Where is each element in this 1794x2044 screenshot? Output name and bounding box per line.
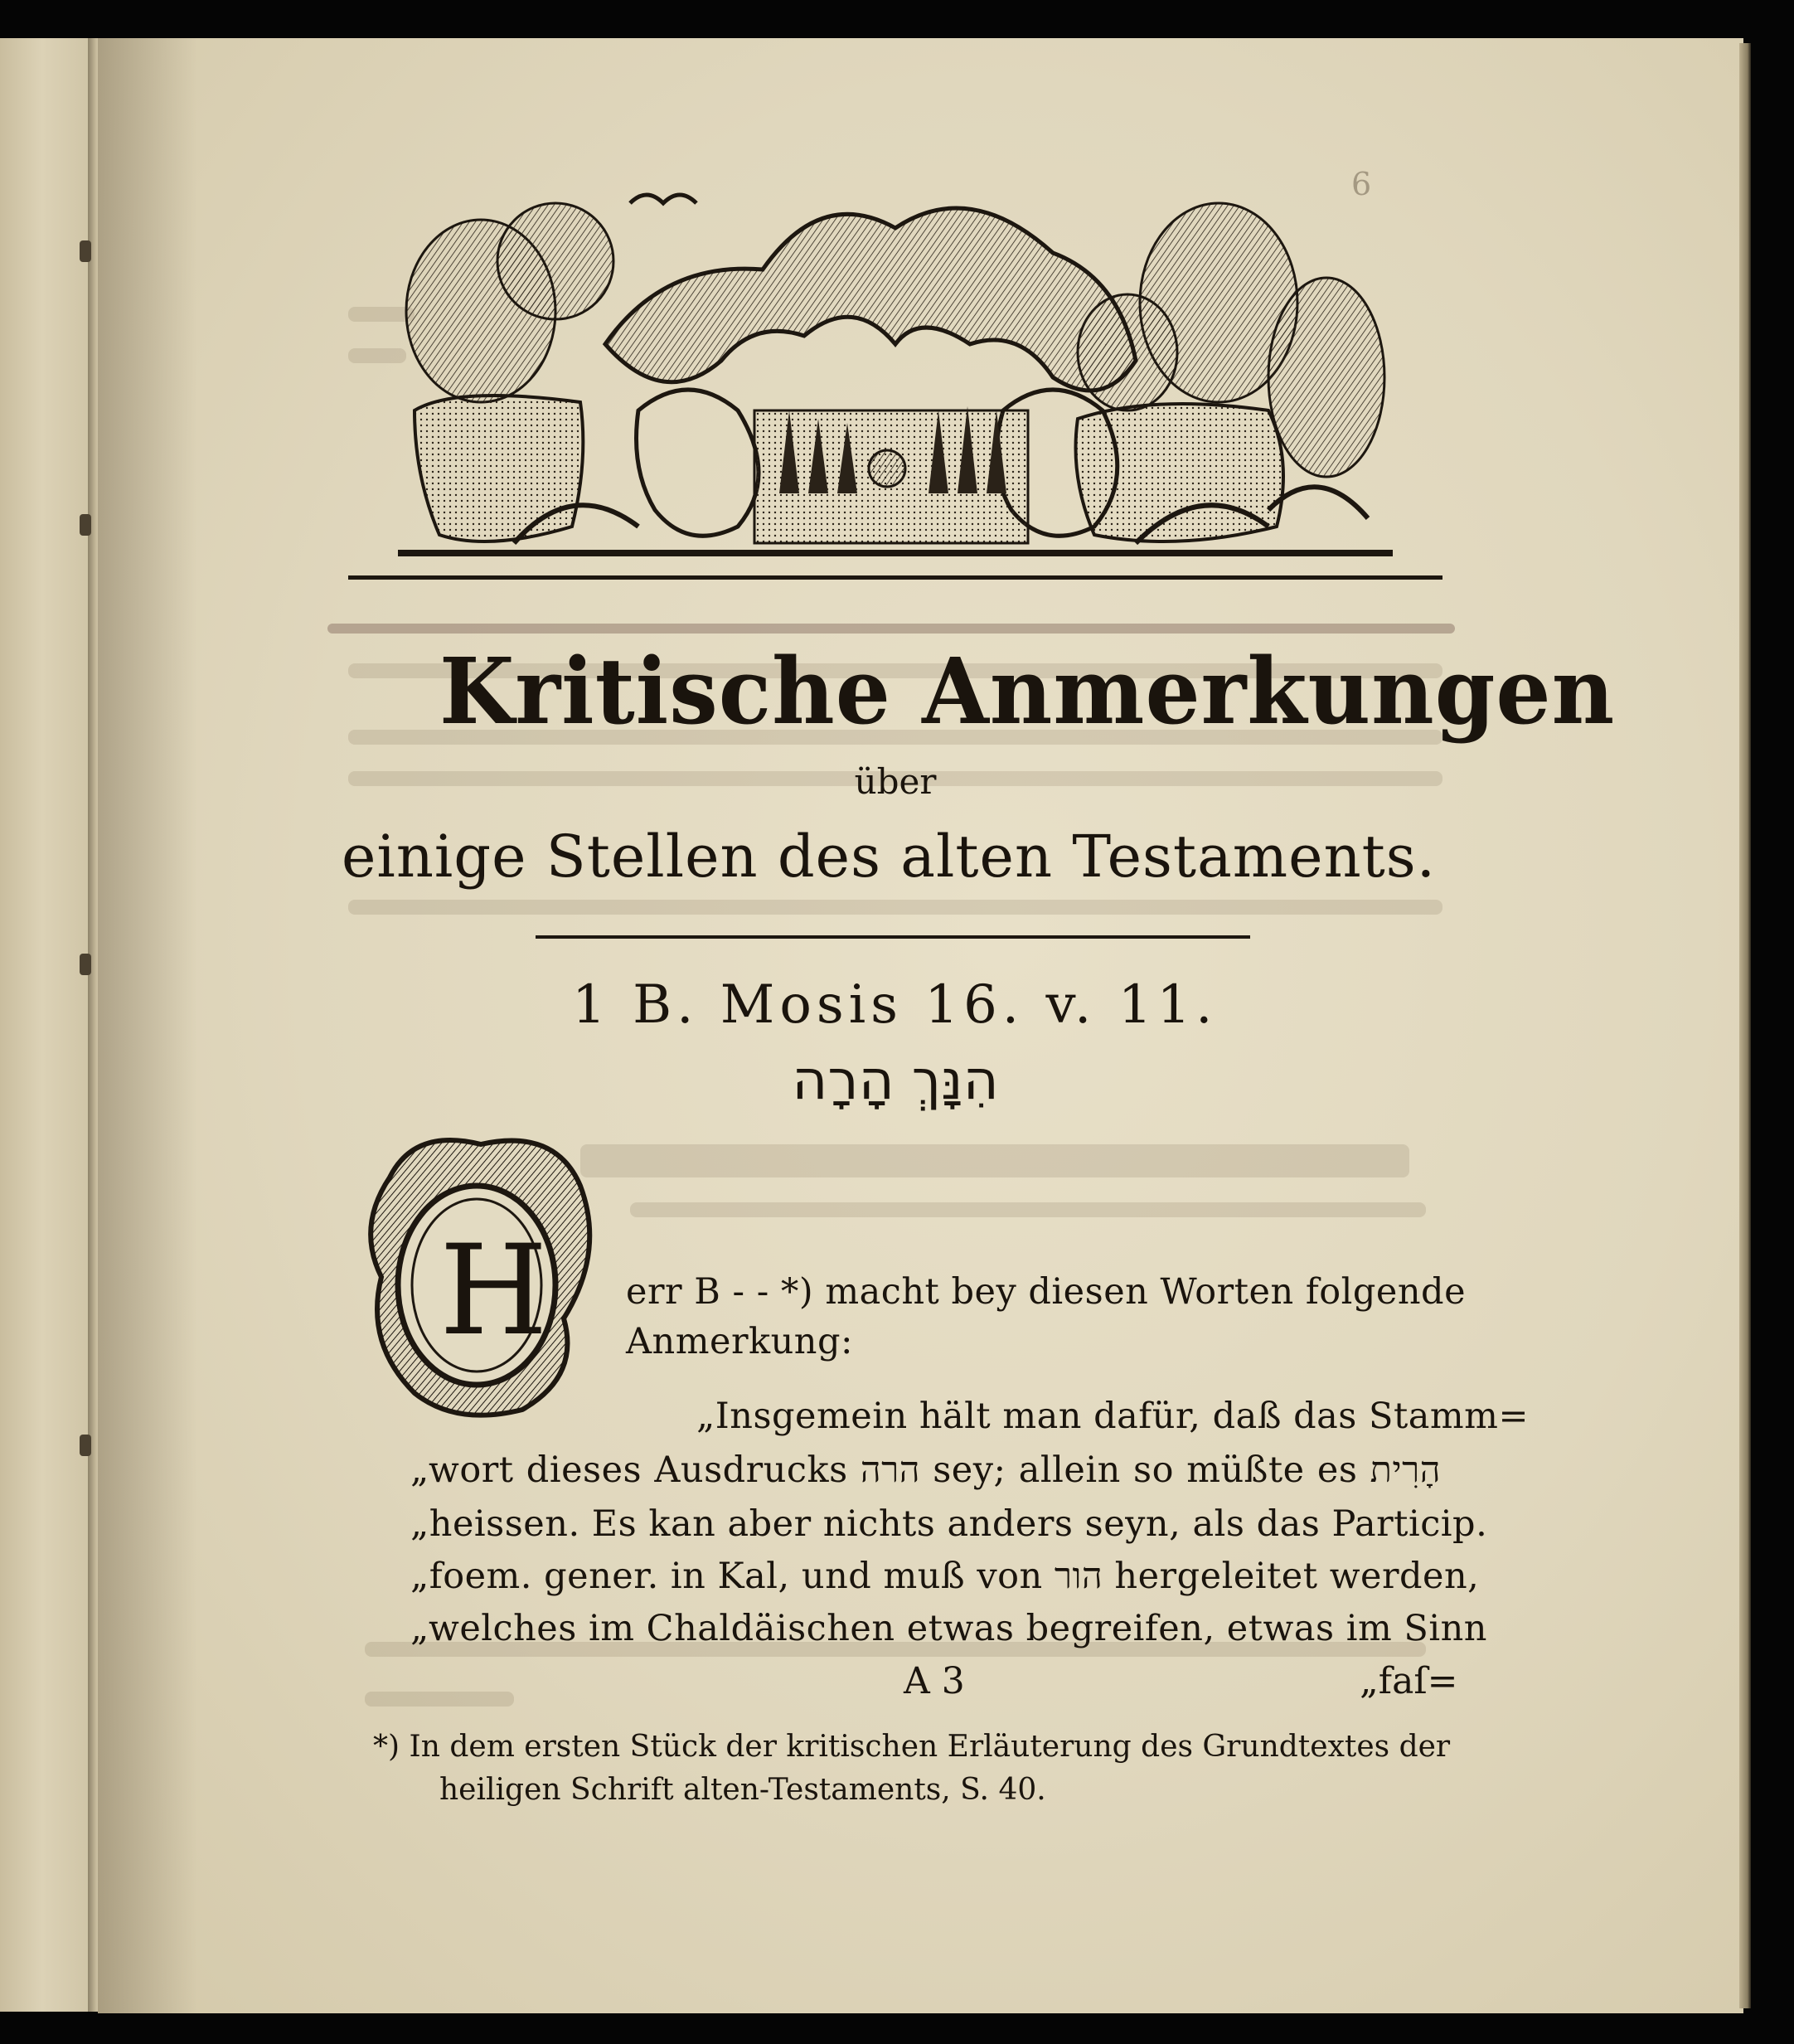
section-rule xyxy=(536,935,1250,939)
catchword: „faſ= xyxy=(1360,1660,1458,1702)
body-line-1: err B - - *) macht bey diesen Worten folgende xyxy=(626,1271,1467,1313)
signature-mark: A 3 xyxy=(904,1660,965,1702)
show-through xyxy=(580,1144,1409,1177)
footnote-line-1: *) In dem ersten Stück der kritischen Erläuterung des Grundtextes der xyxy=(373,1730,1451,1764)
subtitle: einige Stellen des alten Testaments. xyxy=(342,823,1436,891)
show-through xyxy=(348,900,1442,915)
subtitle-small: über xyxy=(854,761,937,802)
rule xyxy=(348,575,1442,580)
hebrew-heading: הִנָּךְ הָרָה xyxy=(792,1048,999,1112)
page-title: Kritische Anmerkungen xyxy=(439,637,1616,745)
initial-letter: H xyxy=(439,1219,548,1363)
quote-line-1: „Insgemein hält man dafür, daß das Stamm= xyxy=(696,1396,1529,1437)
binding-stitch xyxy=(80,240,91,262)
binding-stitch xyxy=(80,954,91,975)
quote-line-3: „heissen. Es kan aber nichts anders seyn, als das Particip. xyxy=(410,1503,1488,1545)
footnote-line-2: heiligen Schrift alten-Testaments, S. 40. xyxy=(439,1773,1046,1807)
show-through xyxy=(365,1692,514,1707)
quote-line-5: „welches im Chaldäischen etwas begreifen, etwas im Sinn xyxy=(410,1608,1487,1649)
quote-line-2: „wort dieses Ausdrucks הרה sey; allein so müßte es הָרִית xyxy=(410,1449,1441,1491)
ghost-page-number: 6 xyxy=(1351,166,1372,202)
binding-stitch xyxy=(80,1435,91,1456)
ornamental-initial xyxy=(356,1128,605,1426)
binding-stitch xyxy=(80,514,91,536)
body-line-2: Anmerkung: xyxy=(626,1321,853,1362)
quote-line-4: „foem. gener. in Kal, und muß von הור hergeleitet werden, xyxy=(410,1556,1480,1597)
show-through xyxy=(630,1202,1426,1217)
offset-smudge xyxy=(327,624,1455,634)
page-edge xyxy=(1739,43,1751,2008)
headpiece-ornament-icon xyxy=(390,162,1401,568)
previous-page-strip xyxy=(0,38,93,2012)
section-reference: 1 B. Mosis 16. v. 11. xyxy=(572,974,1218,1036)
fold-shadow xyxy=(98,38,197,2013)
